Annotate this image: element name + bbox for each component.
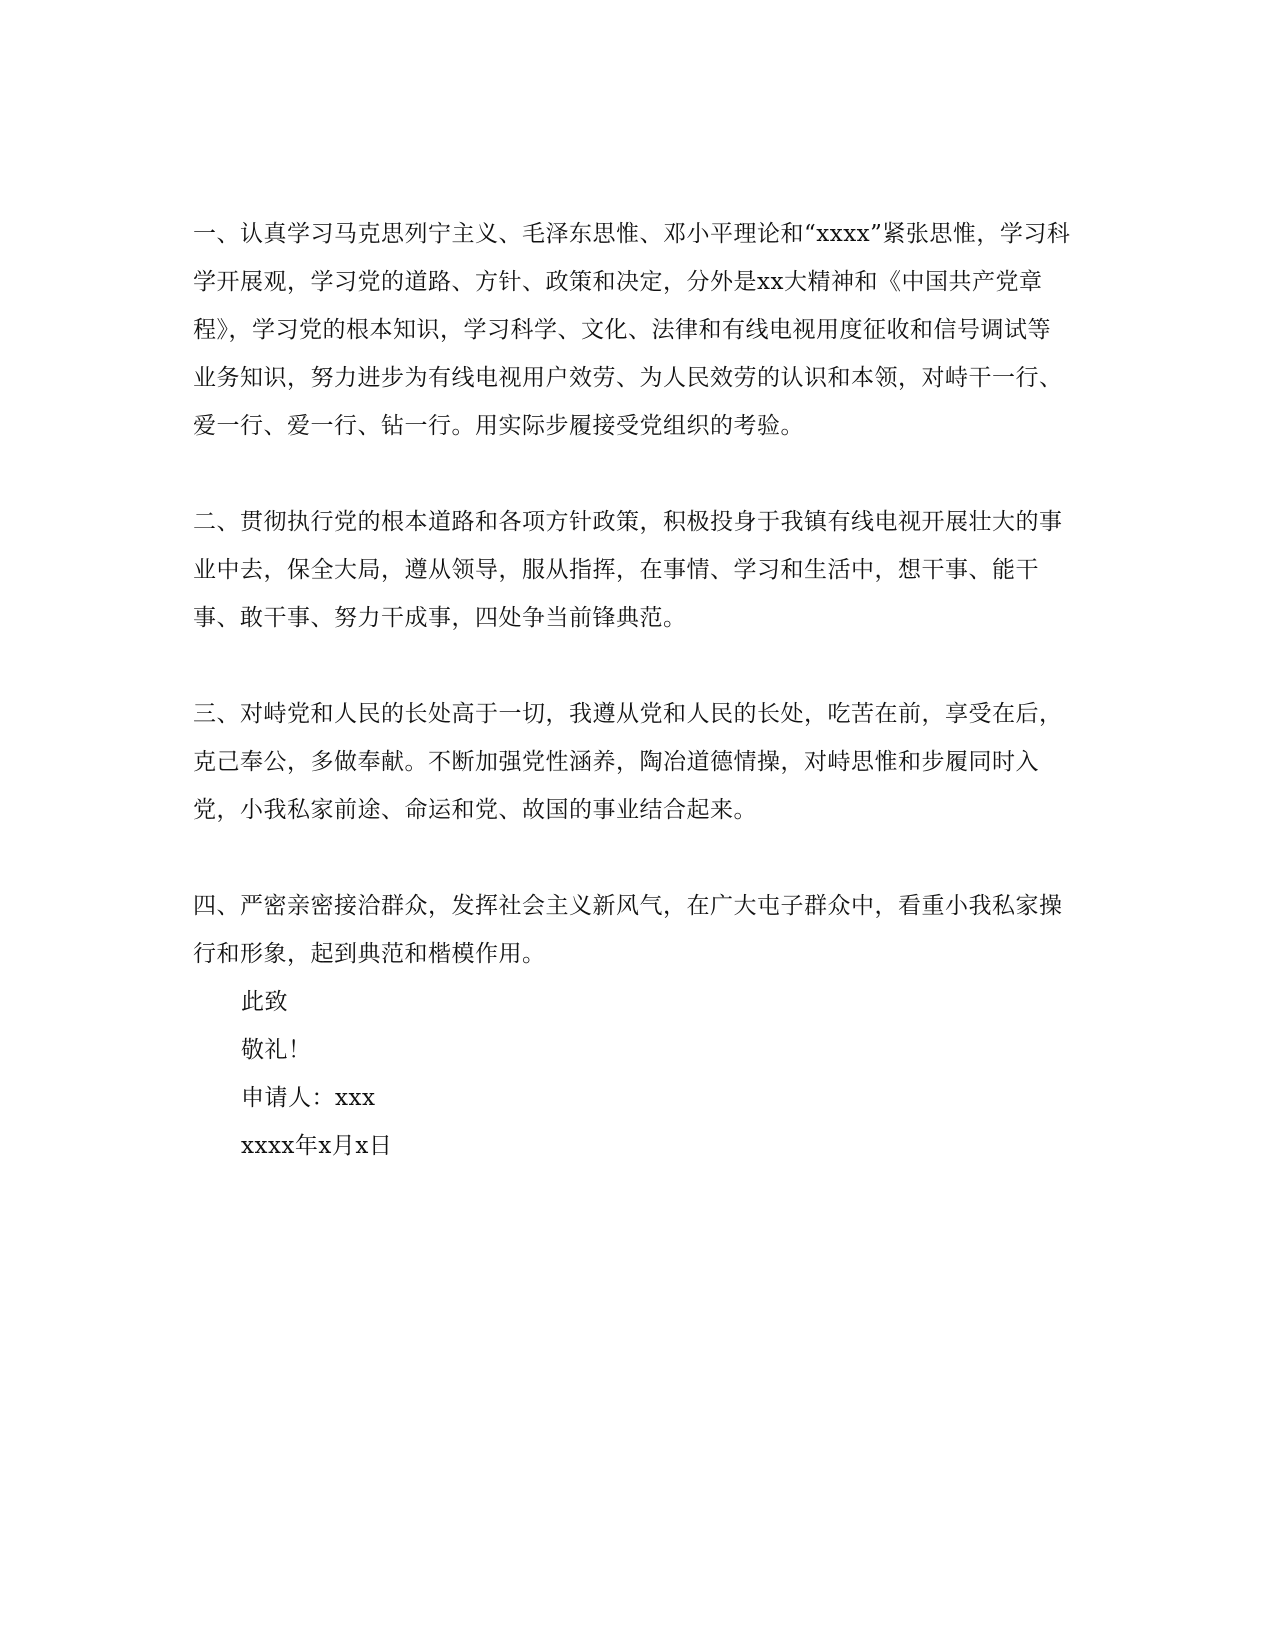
paragraph-3: 三、对峙党和人民的长处高于一切，我遵从党和人民的长处，吃苦在前，享受在后，克己奉公，多做奉献。不断加强党性涵养，陶冶道德情操，对峙思惟和步履同时入党，小我私家前途、命运和党、故国的事业结合起来。 (193, 701, 1063, 823)
closing-block (193, 978, 1073, 1170)
date: xxxx年x月x日 (241, 1133, 393, 1159)
paragraph-2: 二、贯彻执行党的根本道路和各项方针政策，积极投身于我镇有线电视开展壮大的事业中去，保全大局，遵从领导，服从指挥，在事情、学习和生活中，想干事、能干事、敢干事、努力干成事，四处争当前锋典范。 (193, 509, 1063, 631)
paragraph-4: 四、严密亲密接洽群众，发挥社会主义新风气，在广大屯子群众中，看重小我私家操行和形象，起到典范和楷模作用。 (193, 893, 1063, 967)
document-body (193, 210, 1073, 1170)
applicant-signature: 申请人：xxx (241, 1085, 376, 1111)
salutation: 此致 (241, 989, 288, 1015)
regards: 敬礼！ (241, 1037, 312, 1063)
paragraph-1: 一、认真学习马克思列宁主义、毛泽东思惟、邓小平理论和“xxxx”紧张思惟，学习科学开展观，学习党的道路、方针、政策和决定，分外是xx大精神和《中国共产党章程》，学习党的根本知识，学习科学、文化、法律和有线电视用度征收和信号调试等业务知识，努力进步为有线电视用户效劳、为人民效劳的认识和本领，对峙干一行、爱一行、爱一行、钻一行。用实际步履接受党组织的考验。 (193, 221, 1071, 439)
